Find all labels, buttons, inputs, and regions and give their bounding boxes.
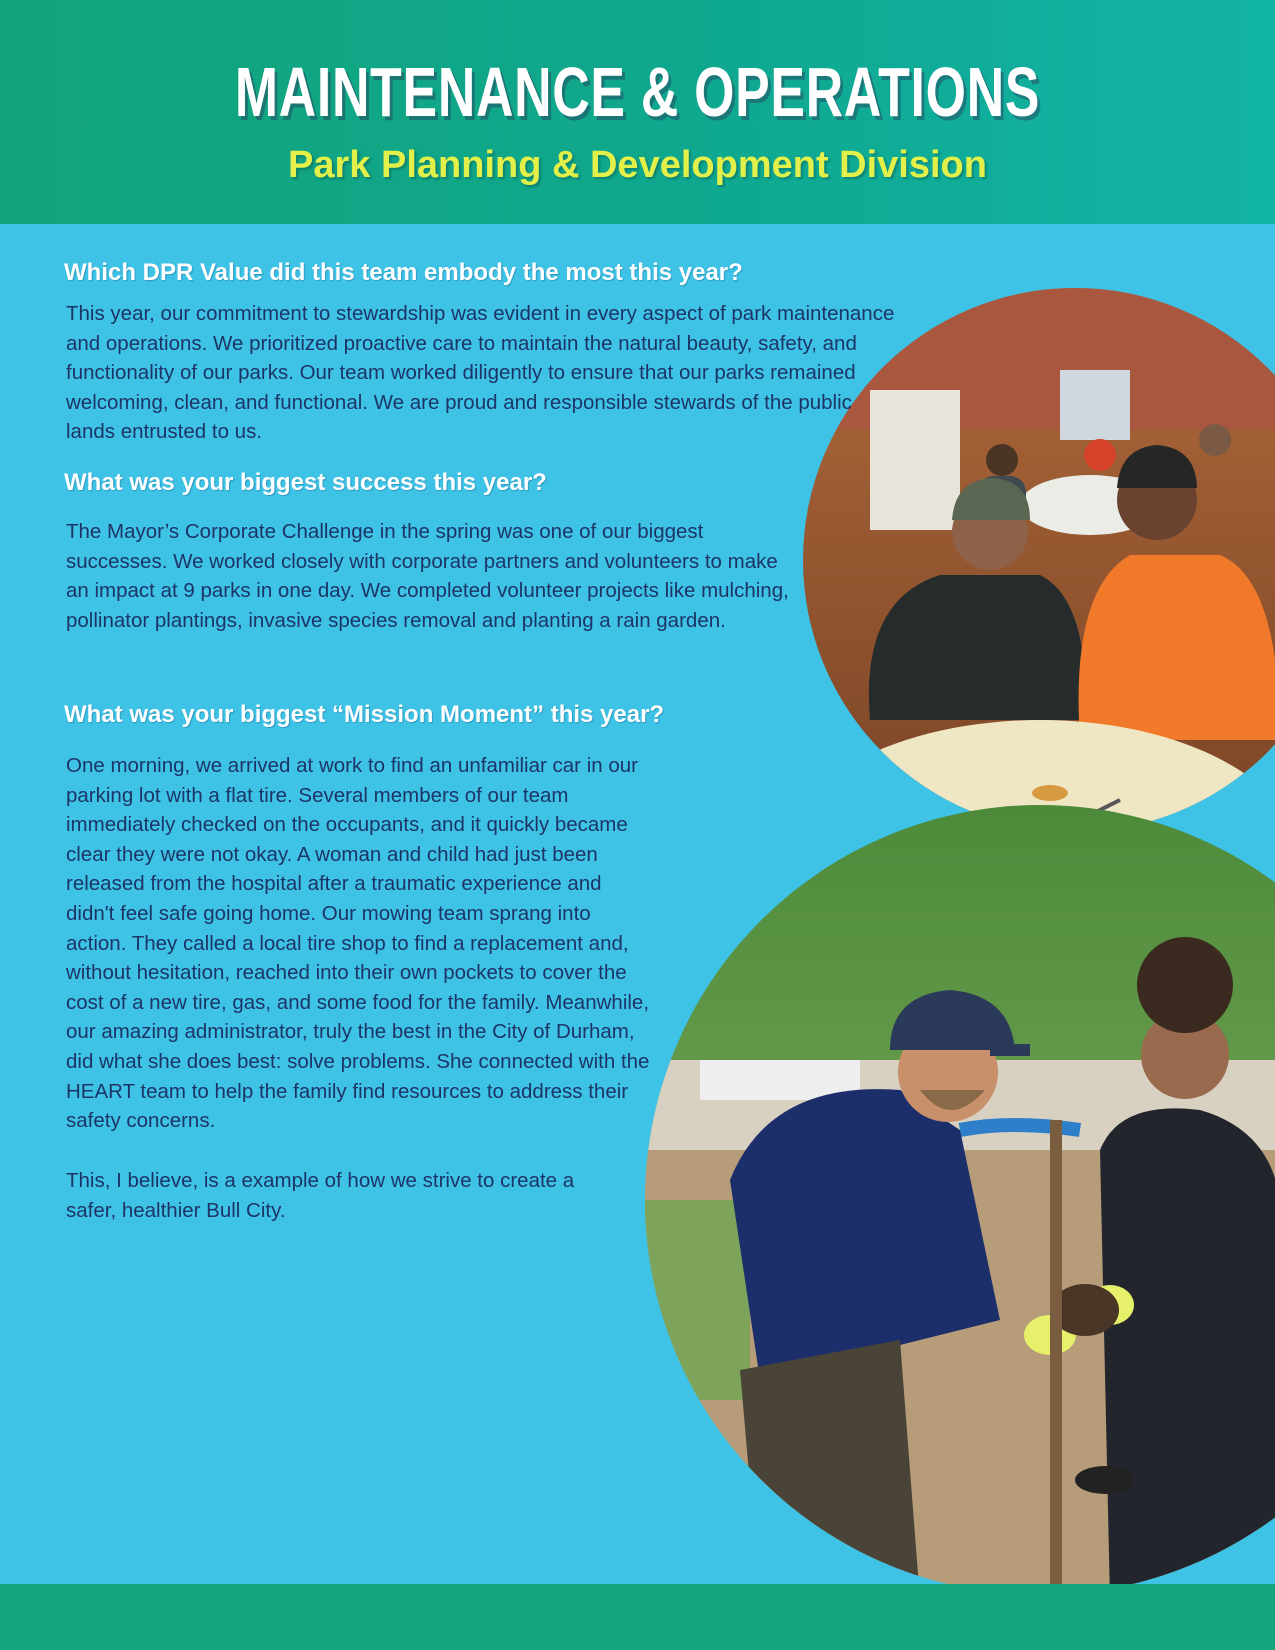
page-title: MAINTENANCE & OPERATIONS — [234, 53, 1041, 131]
closing-statement: This, I believe, is a example of how we strive to create a safer, healthier Bull City. — [66, 1169, 575, 1222]
volunteer-photo — [640, 800, 1275, 1610]
question-dpr-value: Which DPR Value did this team embody the most this year? — [64, 259, 743, 286]
page-subtitle: Park Planning & Development Division — [288, 144, 987, 186]
answer-mission-moment: One morning, we arrived at work to find an unfamiliar car in our parking lot with a flat tire. Several members of our team immediately checked on the occupants, and it quickly became clear they were not okay. A woman and child had just been released from the hospital after a traumatic experience and didn't feel safe going home. Our mowing team sprang into action. They called a local tire shop to find a replacement and, without hesitation, reached into their own pockets to cover the cost of a new tire, gas, and some food for the family. Meanwhile, our amazing administrator, truly the best in the City of Durham, did what she does best: solve problems. She connected with the HEART team to help the family find resources to address their safety concerns. — [66, 754, 650, 1133]
answer-biggest-success: The Mayor’s Corporate Challenge in the spring was one of our biggest successes. We worked closely with corporate partners and volunteers to make an impact at 9 parks in one day. We completed volunteer projects like mulching, pollinator plantings, invasive species removal and planting a rain garden. — [66, 520, 789, 632]
footer-band — [0, 1584, 1275, 1650]
question-biggest-success: What was your biggest success this year? — [64, 469, 547, 496]
question-mission-moment: What was your biggest “Mission Moment” this year? — [64, 701, 665, 728]
answer-dpr-value: This year, our commitment to stewardship was evident in every aspect of park maintenance and operations. We prioritized proactive care to maintain the natural beauty, safety, and functionality of our parks. Our team worked diligently to ensure that our parks remained welcoming, clean, and functional. We are proud and responsible stewards of the public lands entrusted to us. — [66, 302, 895, 444]
